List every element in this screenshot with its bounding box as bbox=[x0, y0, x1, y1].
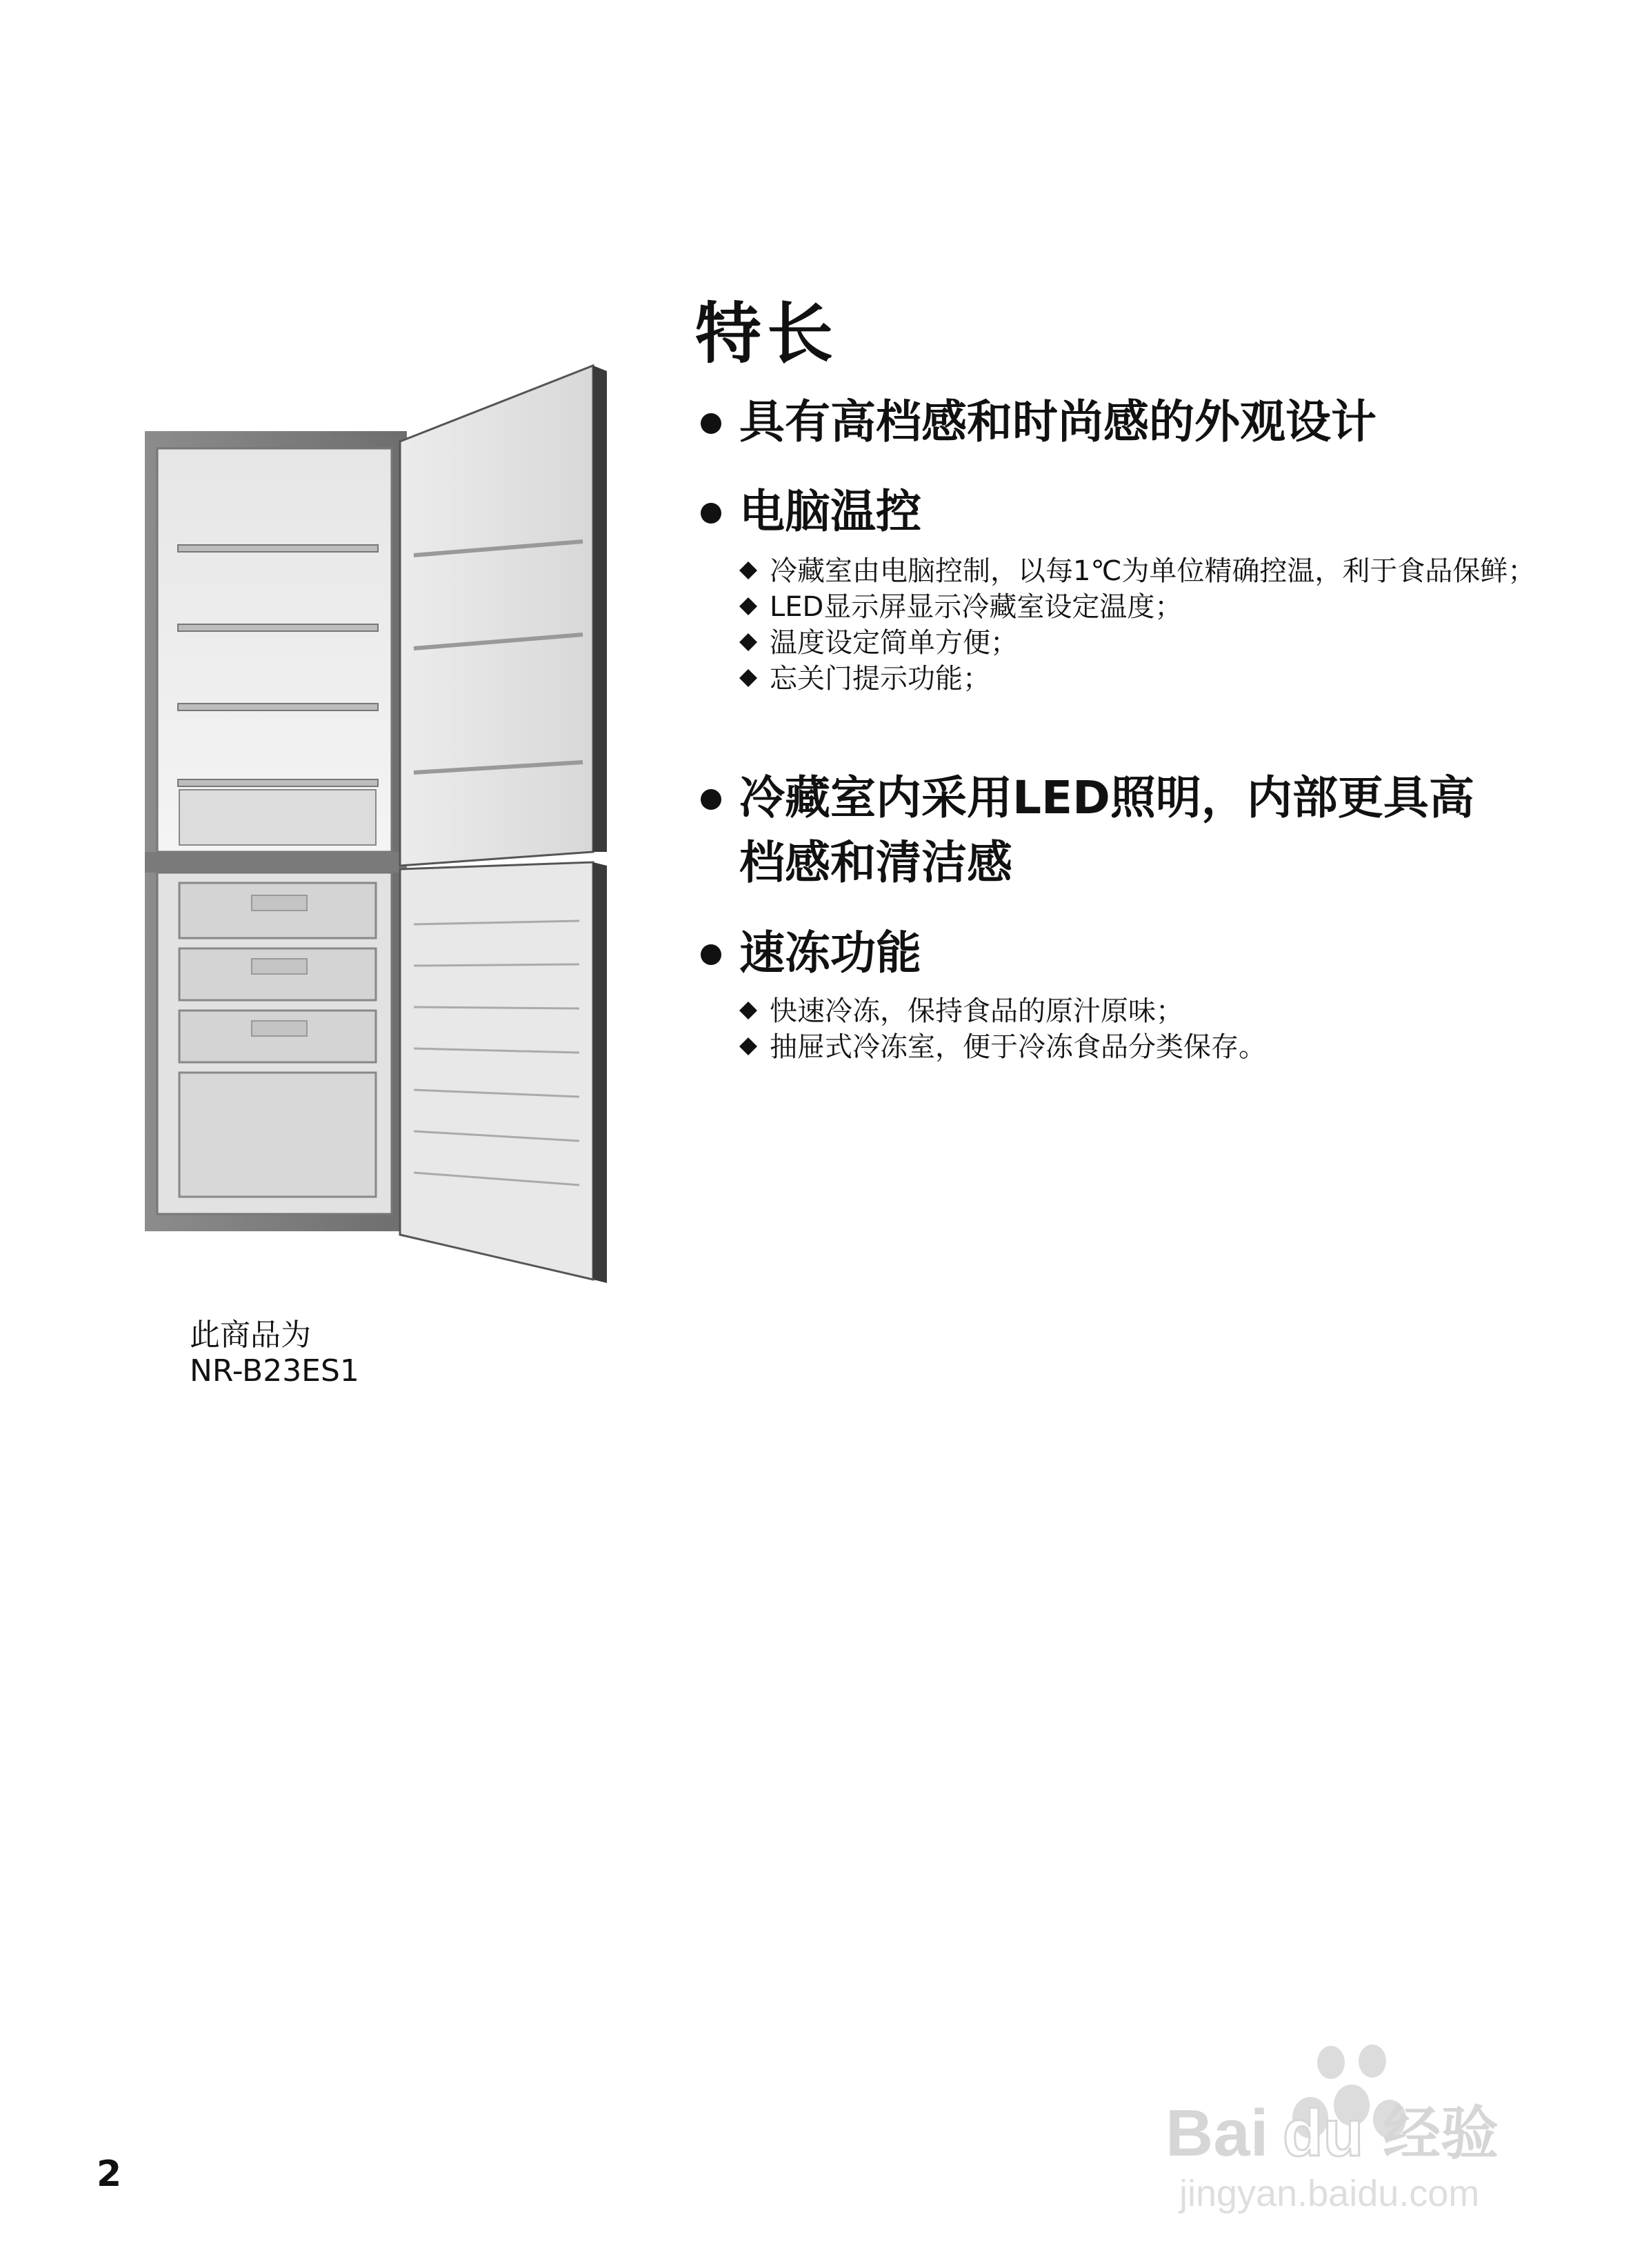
svg-text:du: du bbox=[1283, 2096, 1364, 2170]
svg-text:Bai: Bai bbox=[1165, 2096, 1269, 2170]
diamond-bullet-icon bbox=[739, 597, 757, 615]
page-title: 特长 bbox=[695, 295, 839, 372]
bullet-icon bbox=[701, 789, 721, 810]
baidu-watermark bbox=[1152, 2042, 1565, 2221]
list-item: 温度设定简单方便； bbox=[738, 625, 1552, 661]
feature-heading: 速冻功能 bbox=[739, 926, 921, 979]
model-number: NR-B23ES1 bbox=[190, 1353, 359, 1389]
feature-heading-line2: 档感和清洁感 bbox=[739, 836, 1012, 889]
list-item: 冷藏室由电脑控制，以每1℃为单位精确控温，利于食品保鲜； bbox=[738, 553, 1552, 589]
svg-text:经验: 经验 bbox=[1383, 2100, 1499, 2167]
bullet-icon bbox=[701, 944, 721, 965]
svg-text:jingyan.baidu.com: jingyan.baidu.com bbox=[1179, 2173, 1480, 2214]
list-item: 忘关门提示功能； bbox=[738, 661, 1552, 697]
diamond-bullet-icon bbox=[739, 561, 757, 579]
list-item: LED显示屏显示冷藏室设定温度； bbox=[738, 589, 1552, 625]
diamond-bullet-icon bbox=[739, 669, 757, 687]
feature-heading: 电脑温控 bbox=[739, 485, 921, 538]
feature-2 bbox=[699, 479, 1548, 544]
list-item: 抽屉式冷冻室，便于冷冻食品分类保存。 bbox=[738, 1029, 1552, 1065]
refrigerator-photo bbox=[138, 359, 621, 1324]
bullet-icon bbox=[701, 413, 721, 434]
list-item: 快速冷冻，保持食品的原汁原味； bbox=[738, 993, 1552, 1029]
diamond-bullet-icon bbox=[739, 1002, 757, 1019]
feature-3 bbox=[699, 766, 1548, 895]
feature-4 bbox=[699, 921, 1548, 986]
feature-4-list bbox=[738, 993, 1552, 1065]
feature-1 bbox=[699, 390, 1548, 455]
bullet-icon bbox=[701, 503, 721, 524]
feature-heading: 具有高档感和时尚感的外观设计 bbox=[739, 395, 1376, 448]
feature-heading-line1: 冷藏室内采用LED照明，内部更具高 bbox=[739, 771, 1474, 824]
diamond-bullet-icon bbox=[739, 1037, 757, 1055]
caption-line1: 此商品为 bbox=[190, 1317, 311, 1353]
product-caption bbox=[190, 1317, 359, 1389]
diamond-bullet-icon bbox=[739, 633, 757, 651]
page-number: 2 bbox=[97, 2153, 122, 2195]
feature-2-list bbox=[738, 553, 1552, 697]
